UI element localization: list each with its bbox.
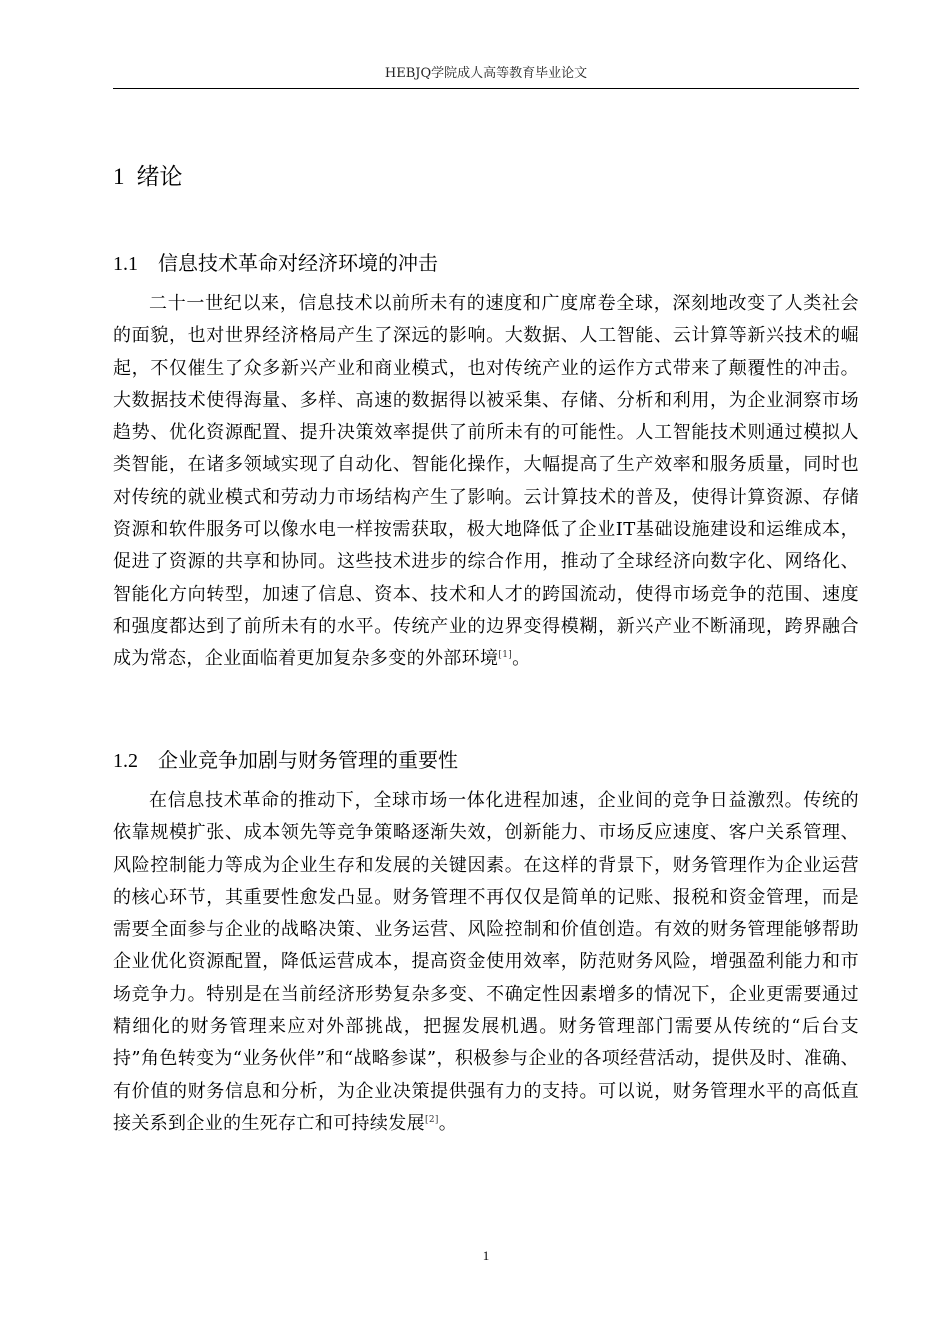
section-1-2-paragraph: [113, 785, 859, 1140]
running-header: HEBJQ学院成人高等教育毕业论文: [384, 66, 588, 81]
section-title-text: 信息技术革命对经济环境的冲击: [158, 251, 438, 275]
page-number: 1: [482, 1248, 490, 1263]
paragraph-text: 二十一世纪以来，信息技术以前所未有的速度和广度席卷全球，深刻地改变了人类社会的面貌，也对世界经济格局产生了深远的影响。大数据、人工智能、云计算等新兴技术的崛起，不仅催生了众多新兴产业和商业模式，也对传统产业的运作方式带来了颠覆性的冲击。大数据技术使得海量、多样、高速的数据得以被采集、存储、分析和利用，为企业洞察市场趋势、优化资源配置、提升决策效率提供了前所未有的可能性。人工智能技术则通过模拟人类智能，在诸多领域实现了自动化、智能化操作，大幅提高了生产效率和服务质量，同时也对传统的就业模式和劳动力市场结构产生了影响。云计算技术的普及，使得计算资源、存储资源和软件服务可以像水电一样按需获取，极大地降低了企业IT基础设施建设和运维成本，促进了资源的共享和协同。这些技术进步的综合作用，推动了全球经济向数字化、网络化、智能化方向转型，加速了信息、资本、技术和人才的跨国流动，使得市场竞争的范围、速度和强度都达到了前所未有的水平。传统产业的边界变得模糊，新兴产业不断涌现，跨界融合成为常态，企业面临着更加复杂多变的外部环境: [113, 293, 859, 670]
chapter-title: [113, 162, 183, 192]
citation-ref: [2]: [424, 1114, 439, 1125]
section-heading-1-1: [113, 249, 438, 278]
paragraph-text: 在信息技术革命的推动下，全球市场一体化进程加速，企业间的竞争日益激烈。传统的依靠规模扩张、成本领先等竞争策略逐渐失效，创新能力、市场反应速度、客户关系管理、风险控制能力等成为企业生存和发展的关键因素。在这样的背景下，财务管理作为企业运营的核心环节，其重要性愈发凸显。财务管理不再仅仅是简单的记账、报税和资金管理，而是需要全面参与企业的战略决策、业务运营、风险控制和价值创造。有效的财务管理能够帮助企业优化资源配置，降低运营成本，提高资金使用效率，防范财务风险，增强盈利能力和市场竞争力。特别是在当前经济形势复杂多变、不确定性因素增多的情况下，企业更需要通过精细化的财务管理来应对外部挑战，把握发展机遇。财务管理部门需要从传统的“后台支持”角色转变为“业务伙伴”和“战略参谋”，积极参与企业的各项经营活动，提供及时、准确、有价值的财务信息和分析，为企业决策提供强有力的支持。可以说，财务管理水平的高低直接关系到企业的生死存亡和可持续发展: [113, 790, 859, 1134]
section-heading-1-2: [113, 746, 458, 775]
chapter-title-text: 绪论: [136, 164, 183, 190]
section-1-1-paragraph: [113, 288, 859, 676]
paragraph-end: 。: [438, 1112, 458, 1134]
section-number: 1.1: [113, 253, 138, 275]
citation-ref: [1]: [498, 650, 513, 661]
chapter-number: 1: [113, 164, 125, 189]
section-title-text: 企业竞争加剧与财务管理的重要性: [158, 748, 458, 772]
section-number: 1.2: [113, 750, 138, 772]
paragraph-end: 。: [512, 648, 531, 670]
header-divider: [113, 88, 859, 89]
